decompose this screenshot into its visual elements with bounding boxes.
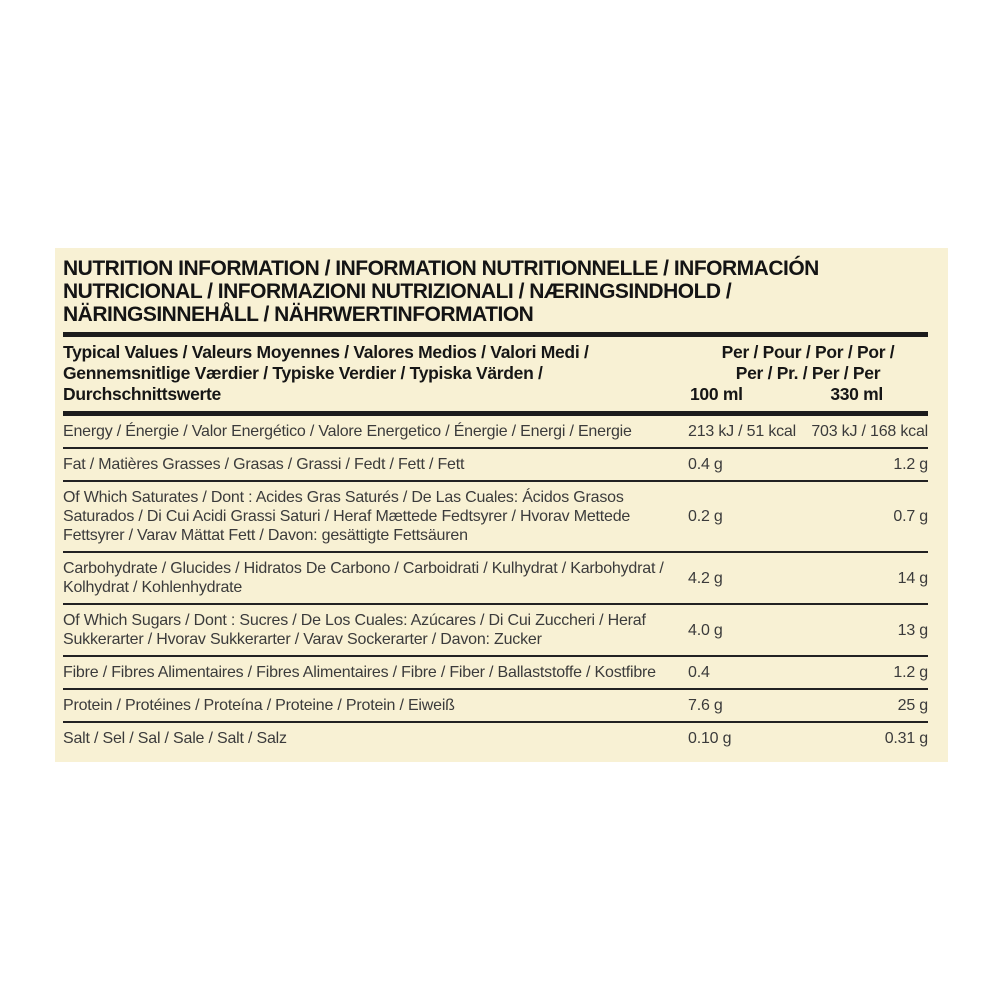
value-per-330ml: 703 kJ / 168 kcal [811,423,928,440]
nutrient-label: Energy / Énergie / Valor Energético / Valore Energetico / Énergie / Energi / Energie [63,423,632,440]
value-per-330ml: 14 g [897,569,928,587]
nutrient-row-salt [63,723,928,754]
nutrient-label: Protein / Protéines / Proteína / Proteine / Protein / Eiweiß [63,697,455,714]
nutrient-row-fat [63,449,928,482]
per-serving-heading [688,342,928,405]
column-header-100ml: 100 ml [690,384,743,404]
nutrient-row-saturates [63,482,928,553]
nutrient-rows [63,416,928,754]
value-per-100ml: 7.6 g [688,697,723,714]
nutrient-row-protein [63,690,928,723]
nutrient-label: Of Which Saturates / Dont : Acides Gras Saturés / De Las Cuales: Ácidos Grasos Saturados / Di Cui Acidi Grassi Saturi / Heraf Mættede Fedtsyrer / Hvorav Mettede Fettsyrer / Varav Mättat Fett / Davon: gesättigte Fettsäuren [63,489,631,544]
per-line-2: Per / Pr. / Per / Per [735,363,881,383]
value-per-100ml: 0.2 g [688,508,723,525]
nutrient-row-carbohydrate [63,553,928,605]
value-per-100ml: 4.0 g [688,621,723,639]
nutrient-label: Carbohydrate / Glucides / Hidratos De Carbono / Carboidrati / Kulhydrat / Karbohydrat / Kolhydrat / Kohlenhydrate [63,560,664,596]
column-header-330ml: 330 ml [830,384,883,404]
value-per-100ml: 0.4 [688,664,710,681]
value-per-100ml: 213 kJ / 51 kcal [688,423,796,440]
nutrient-label: Fat / Matières Grasses / Grasas / Grassi / Fedt / Fett / Fett [63,456,465,473]
table-header [63,337,928,411]
nutrition-label-card [55,248,948,762]
nutrient-label: Salt / Sel / Sal / Sale / Salt / Salz [63,730,287,747]
value-per-100ml: 0.10 g [688,730,732,747]
nutrition-label-title: NUTRITION INFORMATION / INFORMATION NUTRITIONNELLE / INFORMACIÓN NUTRICIONAL / INFORMAZIONI NUTRIZIONALI / NÆRINGSINDHOLD / NÄRINGSINNEHÅLL / NÄHRWERTINFORMATION [63,257,819,326]
nutrient-label: Of Which Sugars / Dont : Sucres / De Los Cuales: Azúcares / Di Cui Zuccheri / Heraf Sukkerarter / Hvorav Sukkerarter / Varav Sockerarter / Davon: Zucker [63,612,646,648]
nutrient-row-energy [63,416,928,449]
serving-size-columns [688,384,928,405]
value-per-330ml: 1.2 g [893,456,928,473]
per-line-1: Per / Pour / Por / Por / [721,342,895,362]
value-per-330ml: 0.31 g [884,730,928,747]
value-per-330ml: 25 g [897,697,928,714]
nutrient-row-fibre [63,657,928,690]
typical-values-heading: Typical Values / Valeurs Moyennes / Valores Medios / Valori Medi / Gennemsnitlige Værdier / Typiske Verdier / Typiska Värden / Durchschnittswerte [63,342,589,404]
value-per-330ml: 13 g [897,621,928,639]
nutrient-label: Fibre / Fibres Alimentaires / Fibres Alimentaires / Fibre / Fiber / Ballaststoffe / Kostfibre [63,664,656,681]
value-per-330ml: 1.2 g [893,664,928,681]
nutrient-row-sugars [63,605,928,657]
value-per-100ml: 0.4 g [688,456,723,473]
value-per-100ml: 4.2 g [688,569,723,587]
value-per-330ml: 0.7 g [893,508,928,525]
